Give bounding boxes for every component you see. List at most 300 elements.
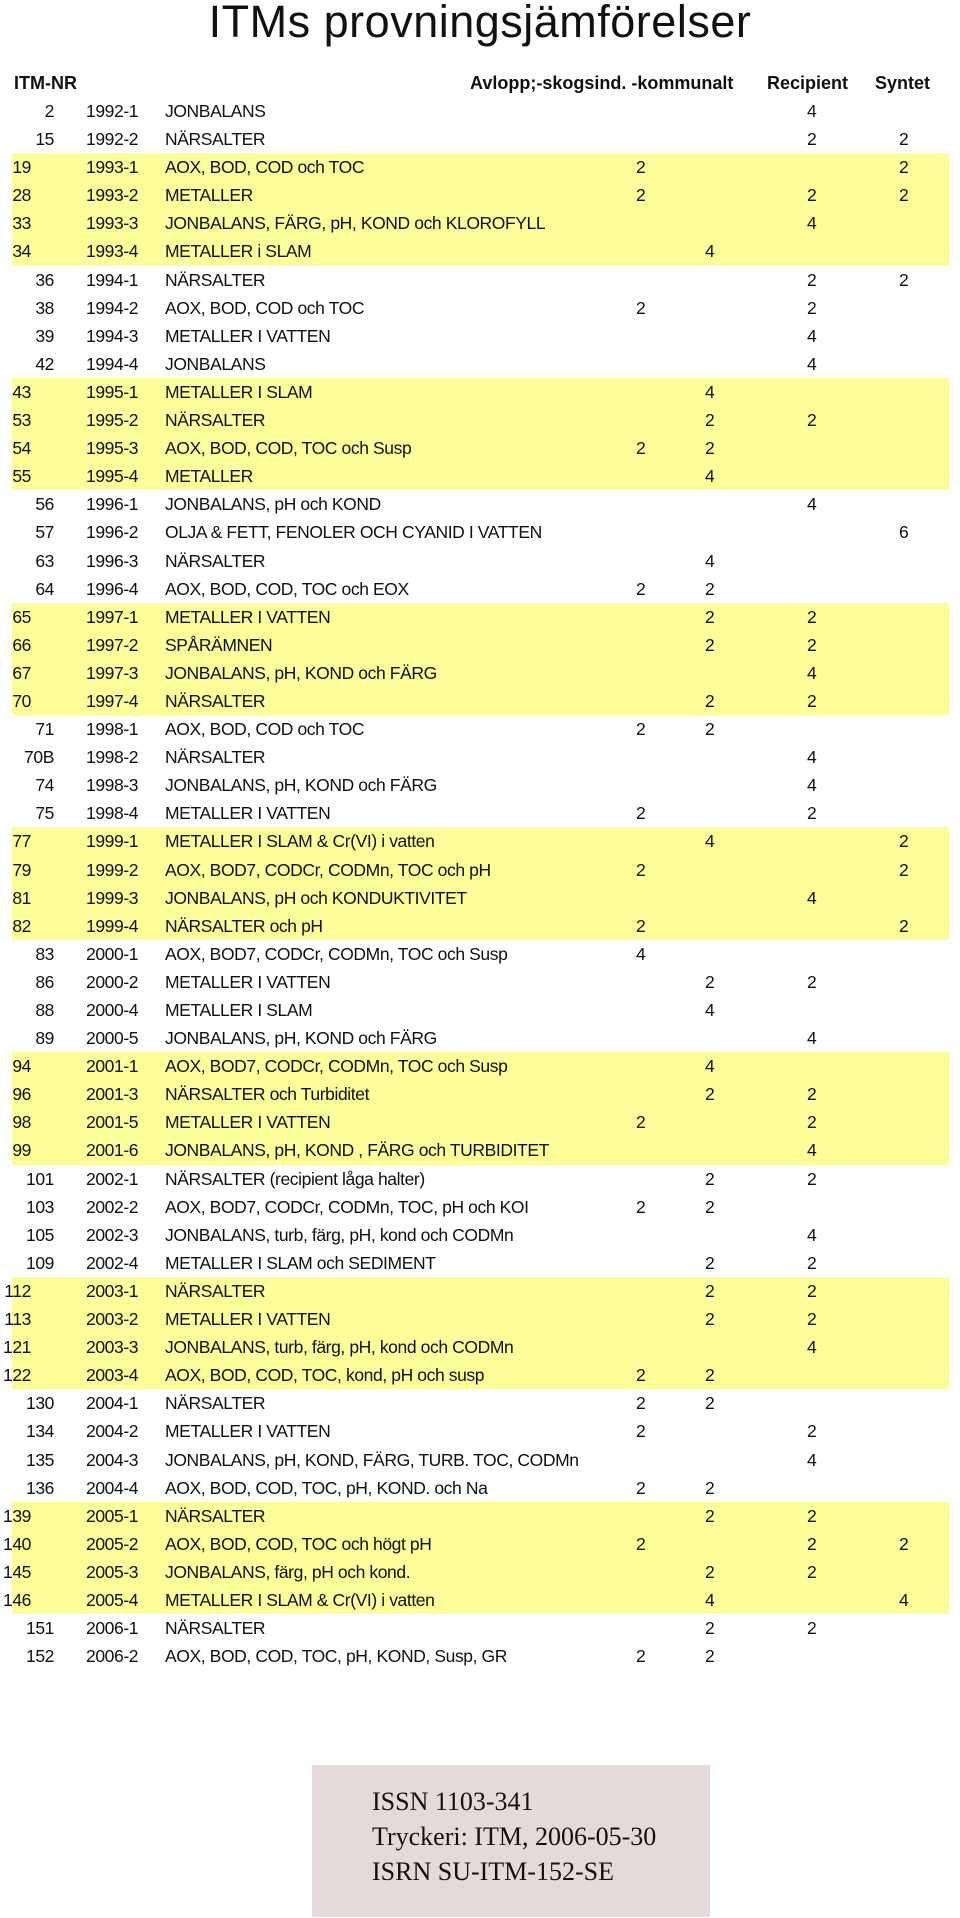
cell-name: AOX, BOD, COD, TOC, pH, KOND. och Na <box>165 1477 488 1498</box>
cell-itm-nr: 152 <box>26 1646 54 1667</box>
cell-name: METALLER I SLAM <box>165 1000 313 1020</box>
cell-name: NÄRSALTER <box>165 1618 266 1639</box>
footer-tryckeri: Tryckeri: ITM, 2006-05-30 <box>372 1822 657 1851</box>
footer-isrn: ISRN SU-ITM-152-SE <box>372 1857 614 1886</box>
cell-recipient: 2 <box>807 803 817 824</box>
cell-round: 1999-2 <box>86 859 139 880</box>
table-row <box>0 1614 960 1642</box>
cell-syntet: 2 <box>899 269 909 290</box>
cell-syntet: 2 <box>899 157 909 178</box>
table-row <box>0 97 960 125</box>
table-row <box>12 912 949 940</box>
cell-recipient: 2 <box>807 1252 817 1273</box>
cell-recipient: 2 <box>807 1561 817 1582</box>
cell-recipient: 4 <box>807 325 817 346</box>
cell-name: JONBALANS, färg, pH och kond. <box>165 1561 411 1582</box>
cell-kommunalt: 2 <box>705 690 715 711</box>
cell-name: JONBALANS, turb, färg, pH, kond och CODMn <box>165 1224 514 1245</box>
cell-avlopp: 2 <box>636 297 646 318</box>
cell-itm-nr: 130 <box>26 1393 54 1414</box>
cell-round: 1993-1 <box>86 157 139 178</box>
cell-name: NÄRSALTER <box>165 1280 266 1301</box>
cell-name: METALLER <box>165 466 253 487</box>
cell-name: METALLER I VATTEN <box>165 606 331 627</box>
cell-recipient: 4 <box>807 353 817 374</box>
table-row <box>12 1052 949 1080</box>
cell-round: 1994-1 <box>86 269 139 290</box>
cell-itm-nr: 56 <box>35 494 54 515</box>
cell-recipient: 2 <box>807 1084 817 1105</box>
cell-name: JONBALANS, pH, KOND , FÄRG och TURBIDITET <box>165 1140 549 1161</box>
cell-round: 2002-1 <box>86 1168 139 1189</box>
table-row <box>12 856 949 884</box>
header-syntet: Syntet <box>875 73 931 93</box>
cell-kommunalt: 4 <box>705 831 715 852</box>
cell-kommunalt: 2 <box>705 1252 715 1273</box>
table-row <box>4 1305 949 1333</box>
cell-recipient: 2 <box>807 1280 817 1301</box>
cell-name: AOX, BOD, COD och TOC <box>165 719 365 740</box>
cell-avlopp: 2 <box>636 578 646 599</box>
cell-name: METALLER I SLAM och SEDIMENT <box>165 1252 436 1273</box>
cell-itm-nr: 43 <box>12 381 31 402</box>
cell-recipient: 2 <box>807 1309 817 1330</box>
cell-round: 1997-1 <box>86 606 139 627</box>
cell-recipient: 2 <box>807 1112 817 1133</box>
cell-name: NÄRSALTER och pH <box>165 915 323 936</box>
table-row <box>0 940 960 968</box>
cell-name: NÄRSALTER <box>165 690 266 711</box>
table-row <box>3 1333 949 1361</box>
cell-recipient: 4 <box>807 747 817 768</box>
cell-name: JONBALANS, pH och KONDUKTIVITET <box>165 887 467 908</box>
cell-kommunalt: 2 <box>705 1618 715 1639</box>
cell-name: METALLER I VATTEN <box>165 1309 331 1330</box>
cell-itm-nr: 103 <box>26 1196 54 1217</box>
cell-itm-nr: 28 <box>12 185 31 206</box>
cell-itm-nr: 65 <box>12 606 31 627</box>
cell-itm-nr: 67 <box>12 662 31 683</box>
cell-round: 1993-4 <box>86 241 139 262</box>
table-row <box>12 1136 949 1164</box>
cell-name: NÄRSALTER och Turbiditet <box>165 1084 370 1105</box>
cell-recipient: 2 <box>807 971 817 992</box>
cell-kommunalt: 2 <box>705 1309 715 1330</box>
header-avlopp: Avlopp;-skogsind. -kommunalt <box>470 73 734 93</box>
cell-kommunalt: 2 <box>705 578 715 599</box>
cell-recipient: 4 <box>807 1140 817 1161</box>
cell-itm-nr: 134 <box>26 1421 54 1442</box>
cell-avlopp: 2 <box>636 1533 646 1554</box>
cell-name: METALLER <box>165 185 253 206</box>
cell-kommunalt: 2 <box>705 719 715 740</box>
table-row <box>3 1361 949 1389</box>
cell-name: AOX, BOD, COD, TOC och Susp <box>165 438 412 459</box>
cell-name: METALLER I SLAM & Cr(VI) i vatten <box>165 1589 435 1610</box>
cell-recipient: 2 <box>807 185 817 206</box>
cell-name: AOX, BOD7, CODCr, CODMn, TOC och pH <box>165 859 491 880</box>
header-recipient: Recipient <box>767 73 849 93</box>
cell-round: 2004-4 <box>86 1477 139 1498</box>
cell-name: AOX, BOD, COD, TOC, kond, pH och susp <box>165 1365 485 1386</box>
cell-itm-nr: 83 <box>35 943 54 964</box>
cell-itm-nr: 57 <box>35 522 54 543</box>
cell-name: JONBALANS, pH, KOND och FÄRG <box>165 775 437 796</box>
cell-avlopp: 4 <box>636 943 646 964</box>
cell-name: NÄRSALTER <box>165 410 266 431</box>
cell-kommunalt: 2 <box>705 1393 715 1414</box>
table-row <box>0 1642 960 1670</box>
table-row <box>0 518 960 546</box>
cell-round: 1996-2 <box>86 522 139 543</box>
cell-round: 1993-2 <box>86 185 139 206</box>
cell-round: 1998-3 <box>86 775 139 796</box>
cell-itm-nr: 75 <box>35 803 54 824</box>
cell-recipient: 4 <box>807 1224 817 1245</box>
footer-issn: ISSN 1103-341 <box>372 1787 534 1816</box>
cell-avlopp: 2 <box>636 157 646 178</box>
cell-name: METALLER I VATTEN <box>165 325 331 346</box>
cell-round: 1994-2 <box>86 297 139 318</box>
cell-syntet: 2 <box>899 1533 909 1554</box>
cell-itm-nr: 64 <box>35 578 54 599</box>
cell-round: 2004-3 <box>86 1449 139 1470</box>
cell-kommunalt: 4 <box>705 241 715 262</box>
cell-itm-nr: 66 <box>12 634 31 655</box>
cell-round: 2002-4 <box>86 1252 139 1273</box>
footer-box <box>312 1765 710 1917</box>
table-body <box>0 97 960 1670</box>
cell-name: JONBALANS, pH, KOND, FÄRG, TURB. TOC, CODMn <box>165 1449 579 1470</box>
cell-itm-nr: 15 <box>35 129 54 150</box>
cell-round: 1998-2 <box>86 747 139 768</box>
table-row <box>3 1558 949 1586</box>
cell-itm-nr: 145 <box>3 1561 31 1582</box>
cell-name: AOX, BOD7, CODCr, CODMn, TOC och Susp <box>165 943 508 964</box>
table-row <box>12 153 949 181</box>
table-row <box>12 181 949 209</box>
cell-itm-nr: 42 <box>35 353 54 374</box>
table-header <box>0 73 960 97</box>
cell-name: METALLER I VATTEN <box>165 803 331 824</box>
cell-round: 2005-3 <box>86 1561 139 1582</box>
cell-avlopp: 2 <box>636 1477 646 1498</box>
table-row <box>0 771 960 799</box>
cell-round: 2003-2 <box>86 1309 139 1330</box>
cell-itm-nr: 112 <box>4 1280 31 1301</box>
table-row <box>12 1108 949 1136</box>
table-row <box>0 294 960 322</box>
table-row <box>0 1024 960 1052</box>
cell-kommunalt: 2 <box>705 1505 715 1526</box>
table-row <box>12 378 949 406</box>
cell-name: AOX, BOD7, CODCr, CODMn, TOC, pH och KOI <box>165 1196 529 1217</box>
cell-kommunalt: 4 <box>705 1056 715 1077</box>
cell-syntet: 2 <box>899 831 909 852</box>
cell-itm-nr: 94 <box>12 1056 31 1077</box>
cell-round: 2005-4 <box>86 1589 139 1610</box>
cell-recipient: 4 <box>807 1337 817 1358</box>
cell-name: JONBALANS, pH, KOND och FÄRG <box>165 1028 437 1049</box>
cell-itm-nr: 63 <box>35 550 54 571</box>
cell-recipient: 4 <box>807 887 817 908</box>
cell-itm-nr: 136 <box>26 1477 54 1498</box>
cell-round: 1997-3 <box>86 662 139 683</box>
cell-syntet: 2 <box>899 185 909 206</box>
cell-name: AOX, BOD, COD, TOC och högt pH <box>165 1533 432 1554</box>
table-row <box>0 799 960 827</box>
cell-kommunalt: 4 <box>705 381 715 402</box>
cell-recipient: 2 <box>807 690 817 711</box>
table-row <box>0 1165 960 1193</box>
cell-round: 1996-4 <box>86 578 139 599</box>
cell-itm-nr: 34 <box>12 241 31 262</box>
cell-round: 1994-3 <box>86 325 139 346</box>
cell-itm-nr: 74 <box>35 775 54 796</box>
cell-kommunalt: 2 <box>705 1084 715 1105</box>
cell-syntet: 2 <box>899 859 909 880</box>
cell-name: AOX, BOD, COD, TOC och EOX <box>165 578 409 599</box>
cell-round: 2000-5 <box>86 1028 139 1049</box>
cell-kommunalt: 2 <box>705 1168 715 1189</box>
cell-recipient: 2 <box>807 606 817 627</box>
cell-avlopp: 2 <box>636 1196 646 1217</box>
cell-round: 2004-2 <box>86 1421 139 1442</box>
cell-name: NÄRSALTER <box>165 550 266 571</box>
cell-round: 2006-1 <box>86 1618 139 1639</box>
cell-round: 2002-2 <box>86 1196 139 1217</box>
cell-recipient: 2 <box>807 1168 817 1189</box>
table-row <box>12 603 949 631</box>
table-row <box>12 827 949 855</box>
table-row <box>0 715 960 743</box>
cell-recipient: 4 <box>807 101 817 121</box>
table-row <box>12 1080 949 1108</box>
cell-round: 1995-4 <box>86 466 139 487</box>
cell-recipient: 4 <box>807 213 817 234</box>
table-row <box>0 125 960 153</box>
cell-round: 1996-1 <box>86 494 139 515</box>
cell-round: 2000-1 <box>86 943 139 964</box>
table-row <box>0 1249 960 1277</box>
cell-kommunalt: 4 <box>705 1589 715 1610</box>
cell-name: NÄRSALTER <box>165 1505 266 1526</box>
table-row <box>0 547 960 575</box>
cell-round: 1995-1 <box>86 381 139 402</box>
cell-itm-nr: 151 <box>26 1618 54 1639</box>
cell-kommunalt: 2 <box>705 971 715 992</box>
cell-round: 1994-4 <box>86 353 139 374</box>
table-row <box>0 490 960 518</box>
cell-kommunalt: 2 <box>705 1561 715 1582</box>
cell-name: JONBALANS, turb, färg, pH, kond och CODMn <box>165 1337 514 1358</box>
table-row <box>12 462 949 490</box>
cell-syntet: 2 <box>899 915 909 936</box>
cell-itm-nr: 70 <box>12 690 31 711</box>
cell-kommunalt: 2 <box>705 1196 715 1217</box>
cell-kommunalt: 2 <box>705 634 715 655</box>
cell-itm-nr: 2 <box>44 101 54 121</box>
table-row <box>12 209 949 237</box>
cell-name: JONBALANS, pH, KOND och FÄRG <box>165 662 437 683</box>
cell-name: NÄRSALTER <box>165 129 266 150</box>
table-row <box>4 1277 949 1305</box>
cell-name: NÄRSALTER <box>165 269 266 290</box>
cell-recipient: 4 <box>807 1028 817 1049</box>
cell-itm-nr: 146 <box>3 1589 31 1610</box>
table-row <box>12 659 949 687</box>
cell-recipient: 4 <box>807 1449 817 1470</box>
cell-avlopp: 2 <box>636 1112 646 1133</box>
cell-round: 2000-4 <box>86 1000 139 1020</box>
cell-recipient: 2 <box>807 634 817 655</box>
cell-kommunalt: 2 <box>705 410 715 431</box>
cell-avlopp: 2 <box>636 719 646 740</box>
cell-itm-nr: 53 <box>12 410 31 431</box>
cell-round: 1999-1 <box>86 831 139 852</box>
cell-recipient: 2 <box>807 269 817 290</box>
cell-round: 2004-1 <box>86 1393 139 1414</box>
table-row <box>0 968 960 996</box>
cell-itm-nr: 86 <box>35 971 54 992</box>
cell-round: 1995-3 <box>86 438 139 459</box>
table-row <box>12 687 949 715</box>
table-row <box>0 575 960 603</box>
cell-itm-nr: 77 <box>12 831 31 852</box>
cell-recipient: 2 <box>807 1533 817 1554</box>
cell-itm-nr: 82 <box>12 915 31 936</box>
table-row <box>0 1221 960 1249</box>
cell-avlopp: 2 <box>636 1421 646 1442</box>
cell-avlopp: 2 <box>636 185 646 206</box>
cell-recipient: 2 <box>807 1505 817 1526</box>
cell-itm-nr: 54 <box>12 438 31 459</box>
header-itm-nr: ITM-NR <box>14 73 77 93</box>
table-row <box>12 434 949 462</box>
cell-round: 1996-3 <box>86 550 139 571</box>
cell-itm-nr: 39 <box>35 325 54 346</box>
cell-name: JONBALANS <box>165 101 266 121</box>
table-row <box>3 1502 949 1530</box>
cell-itm-nr: 36 <box>35 269 54 290</box>
cell-itm-nr: 96 <box>12 1084 31 1105</box>
table-row <box>12 631 949 659</box>
cell-recipient: 2 <box>807 129 817 150</box>
cell-itm-nr: 121 <box>3 1337 31 1358</box>
cell-avlopp: 2 <box>636 1365 646 1386</box>
cell-recipient: 4 <box>807 662 817 683</box>
cell-itm-nr: 135 <box>26 1449 54 1470</box>
cell-itm-nr: 81 <box>12 887 31 908</box>
cell-syntet: 4 <box>899 1589 909 1610</box>
table-row <box>0 743 960 771</box>
cell-round: 1997-4 <box>86 690 139 711</box>
cell-round: 1999-4 <box>86 915 139 936</box>
cell-recipient: 4 <box>807 494 817 515</box>
cell-round: 2000-2 <box>86 971 139 992</box>
page-title: ITMs provningsjämförelser <box>208 0 752 47</box>
cell-kommunalt: 2 <box>705 438 715 459</box>
cell-recipient: 4 <box>807 775 817 796</box>
cell-avlopp: 2 <box>636 438 646 459</box>
cell-round: 1993-3 <box>86 213 139 234</box>
table-row <box>0 350 960 378</box>
table-row <box>0 1193 960 1221</box>
cell-name: AOX, BOD, COD och TOC <box>165 157 365 178</box>
cell-name: JONBALANS, pH och KOND <box>165 494 381 515</box>
cell-recipient: 2 <box>807 1421 817 1442</box>
table-row <box>0 1417 960 1445</box>
cell-name: METALLER i SLAM <box>165 241 312 262</box>
cell-syntet: 6 <box>899 522 909 543</box>
cell-round: 1992-1 <box>86 101 139 121</box>
cell-round: 1998-4 <box>86 803 139 824</box>
cell-itm-nr: 79 <box>12 859 31 880</box>
cell-itm-nr: 89 <box>35 1028 54 1049</box>
cell-round: 2006-2 <box>86 1646 139 1667</box>
cell-itm-nr: 38 <box>35 297 54 318</box>
cell-name: NÄRSALTER <box>165 1393 266 1414</box>
cell-itm-nr: 55 <box>12 466 31 487</box>
cell-round: 2003-4 <box>86 1365 139 1386</box>
cell-name: JONBALANS <box>165 353 266 374</box>
cell-itm-nr: 71 <box>35 719 54 740</box>
cell-name: OLJA & FETT, FENOLER OCH CYANID I VATTEN <box>165 522 542 543</box>
cell-itm-nr: 109 <box>26 1252 54 1273</box>
cell-itm-nr: 140 <box>3 1533 31 1554</box>
cell-name: AOX, BOD, COD och TOC <box>165 297 365 318</box>
table-row <box>3 1530 949 1558</box>
table-row <box>0 1389 960 1417</box>
table-row <box>3 1586 949 1614</box>
table-row <box>12 237 949 265</box>
cell-name: METALLER I VATTEN <box>165 1421 331 1442</box>
cell-round: 1998-1 <box>86 719 139 740</box>
cell-avlopp: 2 <box>636 915 646 936</box>
cell-round: 1997-2 <box>86 634 139 655</box>
cell-round: 2003-1 <box>86 1280 139 1301</box>
cell-avlopp: 2 <box>636 1646 646 1667</box>
cell-round: 2005-1 <box>86 1505 139 1526</box>
table-row <box>12 884 949 912</box>
cell-avlopp: 2 <box>636 1393 646 1414</box>
table-row <box>0 322 960 350</box>
cell-itm-nr: 19 <box>12 157 31 178</box>
table-row <box>0 266 960 294</box>
cell-name: JONBALANS, FÄRG, pH, KOND och KLOROFYLL <box>165 213 546 234</box>
cell-recipient: 2 <box>807 297 817 318</box>
cell-itm-nr: 98 <box>12 1112 31 1133</box>
cell-avlopp: 2 <box>636 803 646 824</box>
cell-itm-nr: 88 <box>35 1000 54 1020</box>
cell-kommunalt: 2 <box>705 1477 715 1498</box>
cell-round: 2001-5 <box>86 1112 139 1133</box>
table-row <box>0 996 960 1024</box>
cell-round: 2001-1 <box>86 1056 139 1077</box>
cell-round: 2001-6 <box>86 1140 139 1161</box>
table-row <box>0 1446 960 1474</box>
cell-itm-nr: 101 <box>26 1168 54 1189</box>
cell-round: 1995-2 <box>86 410 139 431</box>
cell-avlopp: 2 <box>636 859 646 880</box>
cell-kommunalt: 4 <box>705 466 715 487</box>
cell-round: 1992-2 <box>86 129 139 150</box>
cell-name: AOX, BOD, COD, TOC, pH, KOND, Susp, GR <box>165 1646 508 1667</box>
cell-kommunalt: 2 <box>705 606 715 627</box>
cell-itm-nr: 139 <box>3 1505 31 1526</box>
cell-round: 2002-3 <box>86 1224 139 1245</box>
cell-recipient: 2 <box>807 1618 817 1639</box>
